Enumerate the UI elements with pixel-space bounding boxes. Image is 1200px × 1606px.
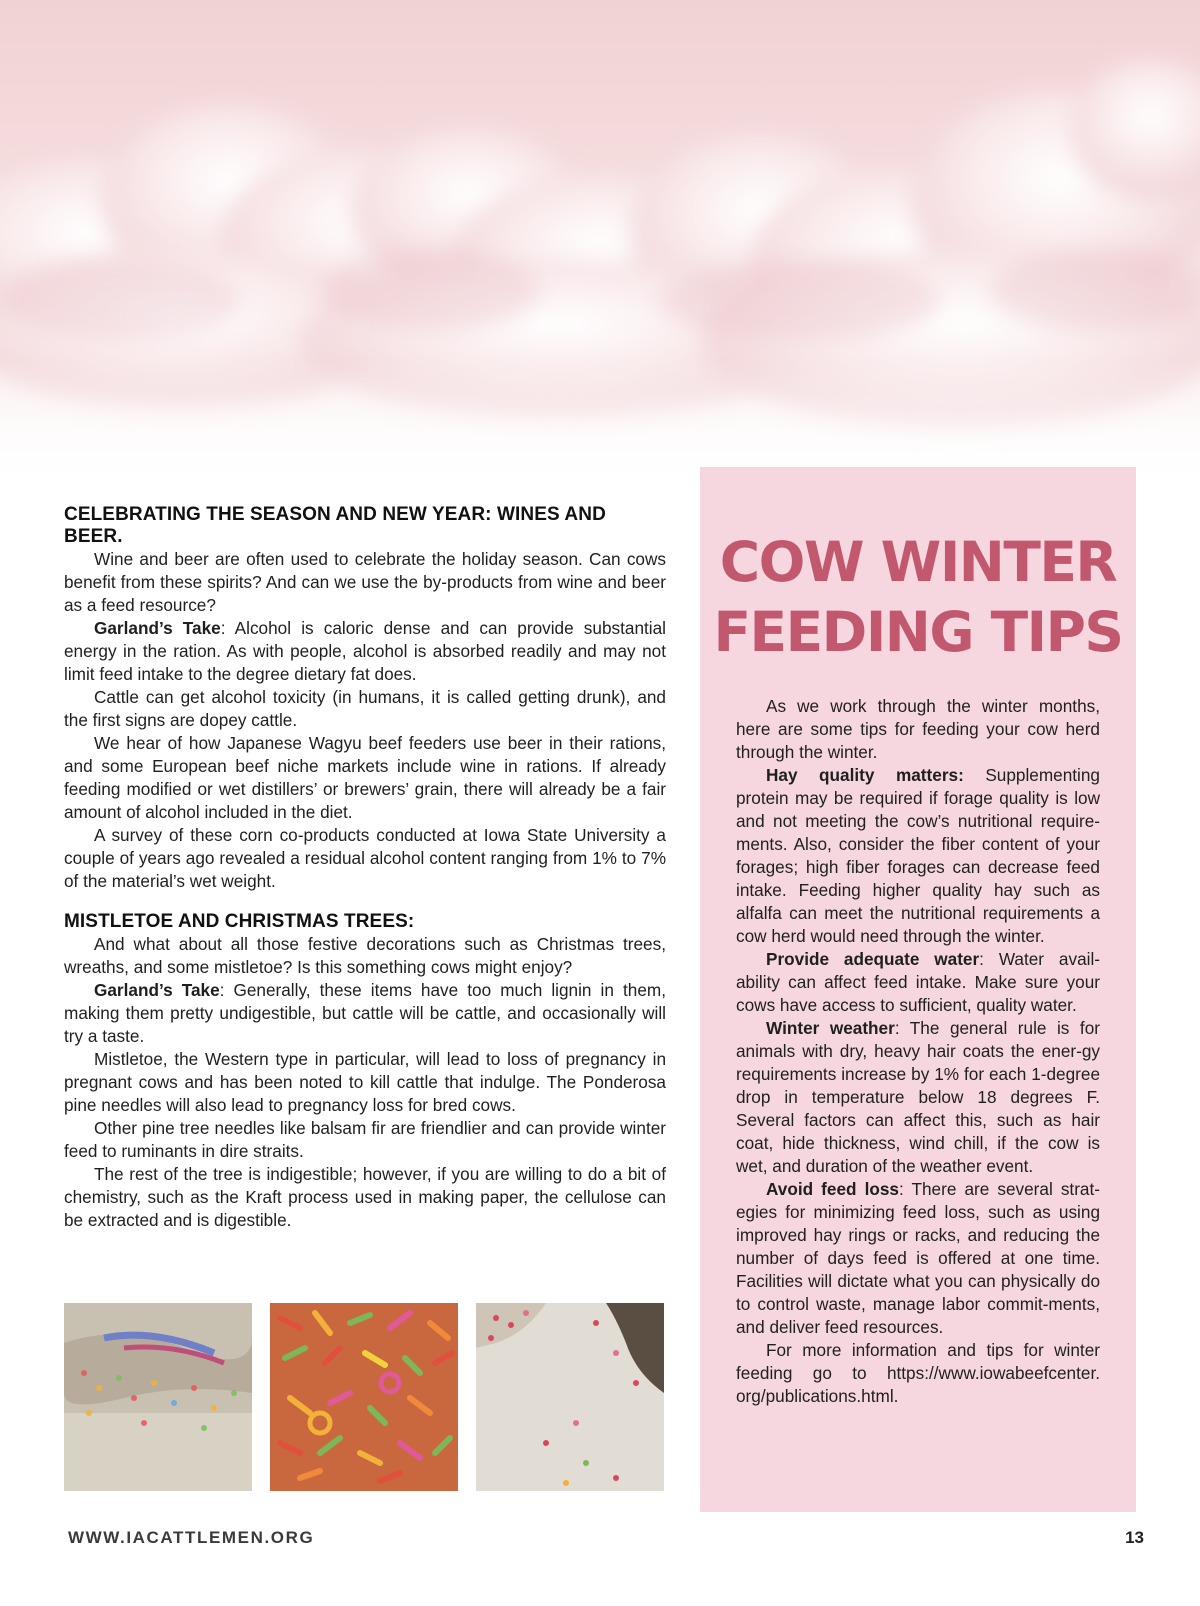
article-column bbox=[64, 504, 666, 1232]
sidebar-title-line: FEEDING TIPS bbox=[713, 600, 1123, 664]
paragraph: Other pine tree needles like balsam fir are friendlier and can provide winter feed to ruminants in dire straits. bbox=[64, 1118, 666, 1161]
paragraph bbox=[64, 979, 666, 1048]
tip-label: Winter weather bbox=[766, 1018, 895, 1038]
paragraph: Wine and beer are often used to celebrate the holiday season. Can cows benefit from these spirits? And can we use the by-products from wine and beer as a feed resource? bbox=[64, 549, 666, 615]
tip-label: Provide adequate water bbox=[766, 949, 980, 969]
paragraph: The rest of the tree is indigestible; however, if you are willing to do a bit of chemistry, such as the Kraft process used in making paper, the cellulose can be extracted and is digestible. bbox=[64, 1164, 666, 1230]
tip-water bbox=[736, 948, 1100, 1017]
garlands-take-label: Garland’s Take bbox=[94, 980, 220, 1000]
section-heading-wines-beer: CELEBRATING THE SEASON AND NEW YEAR: WINES AND BEER. bbox=[64, 504, 606, 547]
paragraph-text: : Generally, these items have too much lignin in them, making them pretty undigestible, but cattle will be cattle, and occasionally will try a taste. bbox=[64, 980, 666, 1046]
tip-text: : There are several strat-egies for minimizing feed loss, such as using improved hay rings or racks, and reducing the number of days feed is offered at one time. Facilities will dictate what you can physically do to control waste, manage labor commit-ments, and deliver feed resources. bbox=[736, 1179, 1100, 1337]
paragraph: A survey of these corn co-products conducted at Iowa State University a couple of years ago revealed a residual alcohol content ranging from 1% to 7% of the material’s wet weight. bbox=[64, 825, 666, 891]
feed-photo-3 bbox=[476, 1303, 664, 1491]
winter-feeding-tips-sidebar bbox=[700, 467, 1136, 1512]
tip-label: Hay quality matters: bbox=[766, 765, 964, 785]
section-heading-mistletoe: MISTLETOE AND CHRISTMAS TREES: bbox=[64, 911, 415, 932]
feed-photo-1 bbox=[64, 1303, 252, 1491]
tip-text: : The general rule is for animals with dry, heavy hair coats the ener-gy requirements increase by 1% for each 1-degree drop in temperature below 18 degrees F. Several factors can affect this, such as hair coat, hide thickness, wind chill, if the cow is wet, and duration of the weather event. bbox=[736, 1018, 1100, 1176]
sidebar-intro: As we work through the winter months, here are some tips for feeding your cow herd through the winter. bbox=[736, 696, 1100, 762]
tip-text: : Water avail-ability can affect feed intake. Make sure your cows have access to sufficient, quality water. bbox=[736, 949, 1100, 1015]
sidebar-outro: For more information and tips for winter feeding go to https://www.iowabeefcenter. org/publications.html. bbox=[736, 1340, 1100, 1406]
feed-photo-strip bbox=[64, 1303, 666, 1491]
page-number: 13 bbox=[1125, 1528, 1144, 1547]
sidebar-title bbox=[700, 527, 1136, 667]
sidebar-title-line: COW WINTER bbox=[719, 530, 1117, 594]
paragraph bbox=[64, 617, 666, 686]
paragraph: And what about all those festive decorations such as Christmas trees, wreaths, and some mistletoe? Is this something cows might enjoy? bbox=[64, 934, 666, 977]
tip-hay-quality bbox=[736, 764, 1100, 948]
sidebar-body bbox=[736, 695, 1100, 1408]
tip-label: Avoid feed loss bbox=[766, 1179, 899, 1199]
cloud-banner-image bbox=[0, 0, 1200, 490]
paragraph-text: : Alcohol is caloric dense and can provide substantial energy in the ration. As with people, alcohol is absorbed readily and may not limit feed intake to the degree dietary fat does. bbox=[64, 618, 666, 684]
tip-feed-loss bbox=[736, 1178, 1100, 1339]
paragraph: Cattle can get alcohol toxicity (in humans, it is called getting drunk), and the first signs are dopey cattle. bbox=[64, 687, 666, 730]
feed-photo-2 bbox=[270, 1303, 458, 1491]
tip-text: Supplementing protein may be required if forage quality is low and not meeting the cow’s nutritional require-ments. Also, consider the fiber content of your forages; high fiber forages can decrease feed intake. Feeding higher quality hay such as alfalfa can meet the nutritional requirements a cow herd would need through the winter. bbox=[736, 765, 1100, 946]
garlands-take-label: Garland’s Take bbox=[94, 618, 221, 638]
footer-website: WWW.IACATTLEMEN.ORG bbox=[68, 1528, 315, 1547]
paragraph: Mistletoe, the Western type in particular, will lead to loss of pregnancy in pregnant cows and has been noted to kill cattle that indulge. The Ponderosa pine needles will also lead to pregnancy loss for bred cows. bbox=[64, 1049, 666, 1115]
paragraph: We hear of how Japanese Wagyu beef feeders use beer in their rations, and some European beef niche markets include wine in rations. If already feeding modified or wet distillers’ or brewers’ grain, there will already be a fair amount of alcohol included in the diet. bbox=[64, 733, 666, 822]
tip-winter-weather bbox=[736, 1017, 1100, 1178]
